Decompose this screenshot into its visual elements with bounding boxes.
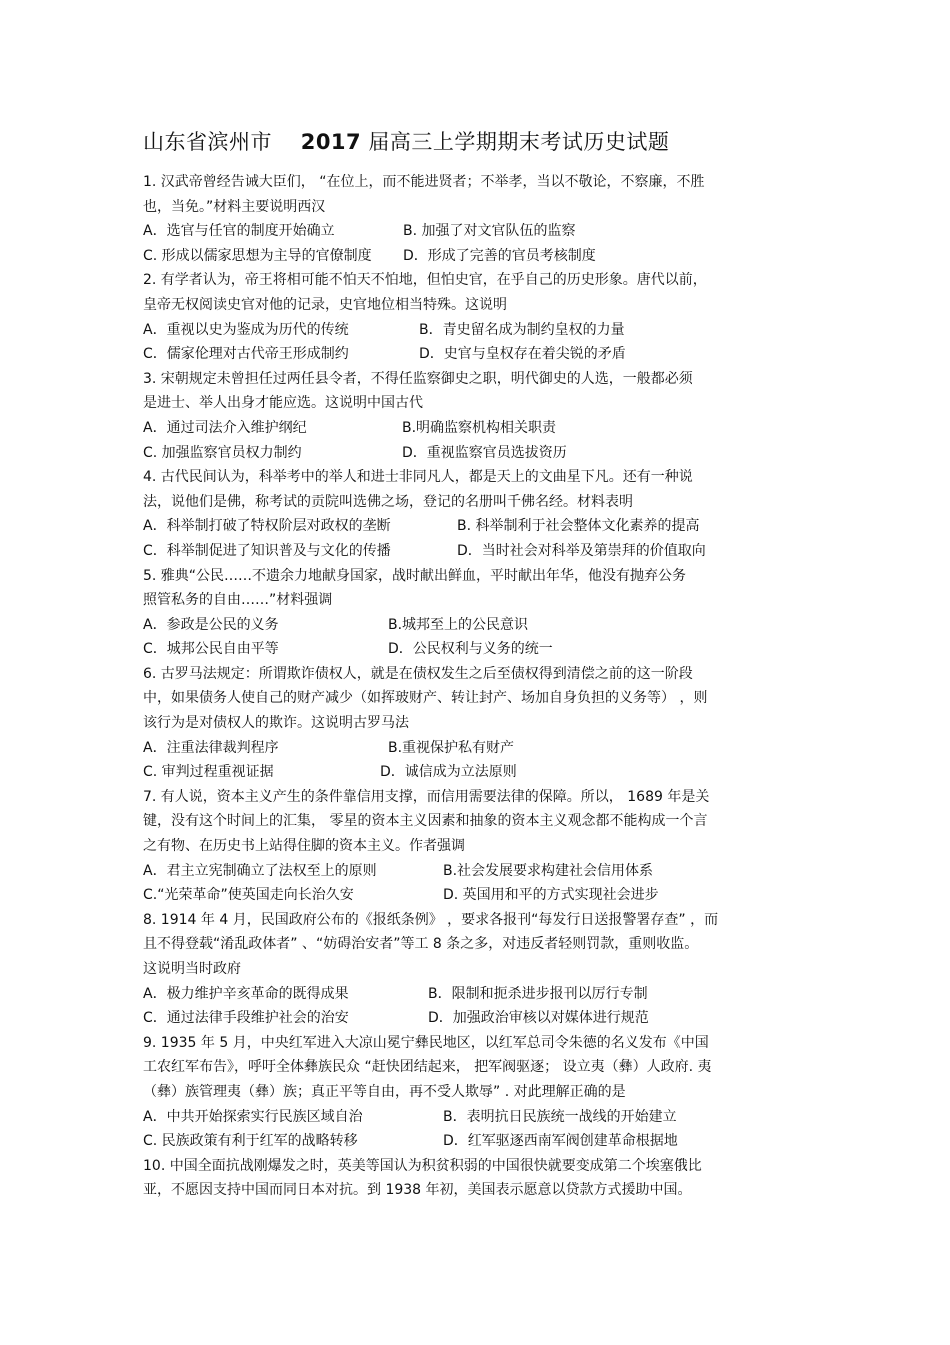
question-stem <box>143 1154 808 1203</box>
option-row <box>143 219 808 244</box>
question-stem-line: 中，如果债务人使自己的财产减少（如挥玻财产、转让封产、场加自身负担的义务等） ，则 <box>143 690 708 707</box>
question <box>143 268 808 366</box>
option-row <box>143 318 808 343</box>
question-stem <box>143 268 808 317</box>
question-stem-line: 这说明当时政府 <box>143 961 241 977</box>
title-region: 山东省滨州市 <box>143 130 272 154</box>
question-stem-line: 5. 雅典“公民……不遗余力地献身国家，战时献出鲜血，平时献出年华，他没有抛弃公务 <box>143 567 687 584</box>
question-stem-line: 6. 古罗马法规定：所谓欺诈债权人，就是在债权发生之后至债权得到清偿之前的这一阶段 <box>143 665 693 682</box>
option-row <box>143 1006 808 1031</box>
answer-option[interactable]: C. 民族政策有利于红军的战略转移 <box>143 1133 358 1150</box>
option-row <box>143 1129 808 1154</box>
option-row <box>143 441 808 466</box>
answer-option[interactable]: D．形成了完善的官员考核制度 <box>403 247 596 264</box>
question-stem <box>143 1031 808 1105</box>
answer-option[interactable]: D．重视监察官员选拔资历 <box>402 444 567 461</box>
option-row <box>143 982 808 1007</box>
option-row <box>143 539 808 564</box>
answer-option[interactable]: C．科举制促进了知识普及与文化的传播 <box>143 542 391 559</box>
answer-option[interactable]: A．极力维护辛亥革命的既得成果 <box>143 985 349 1002</box>
option-row <box>143 637 808 662</box>
title-text: 届高三上学期期末考试历史试题 <box>368 130 670 154</box>
question <box>143 465 808 563</box>
question-stem-line: 法，说他们是佛，称考试的贡院叫选佛之场，登记的名册叫千佛名经。材料表明 <box>143 493 633 510</box>
question <box>143 1154 808 1203</box>
answer-option[interactable]: D. 英国用和平的方式实现社会进步 <box>443 887 659 904</box>
answer-option[interactable]: B. 科举制利于社会整体文化素养的提高 <box>457 518 700 535</box>
answer-option[interactable]: C. 形成以儒家思想为主导的官僚制度 <box>143 247 372 264</box>
question-stem-line: 8. 1914 年 4 月，民国政府公布的《报纸条例》 ，要求各报刊“每发行日送报警署存查” ，而 <box>143 911 719 928</box>
question-stem <box>143 785 808 859</box>
answer-option[interactable]: A．参政是公民的义务 <box>143 616 279 633</box>
question-stem-line: 10. 中国全面抗战刚爆发之时，英美等国认为积贫积弱的中国很快就要变成第二个埃塞俄比 <box>143 1157 702 1174</box>
answer-option[interactable]: A．重视以史为鉴成为历代的传统 <box>143 321 349 338</box>
question-stem-line: 皇帝无权阅读史官对他的记录，史官地位相当特殊。这说明 <box>143 296 507 313</box>
title-year: 2017 <box>300 130 362 154</box>
answer-option[interactable]: B.社会发展要求构建社会信用体系 <box>443 862 654 879</box>
question-stem-line: 是进士、举人出身才能应选。这说明中国古代 <box>143 395 423 412</box>
question-stem-line: 亚，不愿因支持中国而同日本对抗。到 1938 年初，美国表示愿意以贷款方式援助中国。 <box>143 1182 692 1199</box>
question-stem-line: 键，没有这个时间上的汇集， 零星的资本主义因素和抽象的资本主义观念都不能构成一个言 <box>143 813 708 830</box>
question <box>143 170 808 268</box>
option-row <box>143 883 808 908</box>
answer-option[interactable]: B．青史留名成为制约皇权的力量 <box>419 321 625 338</box>
question <box>143 1031 808 1154</box>
option-row <box>143 416 808 441</box>
option-row <box>143 244 808 269</box>
question-stem <box>143 465 808 514</box>
answer-option[interactable]: C. 审判过程重视证据 <box>143 764 274 781</box>
question-stem-line: 该行为是对债权人的欺诈。这说明古罗马法 <box>143 715 409 732</box>
answer-option[interactable]: D．公民权利与义务的统一 <box>388 641 553 658</box>
question-stem-line: 3. 宋朝规定未曾担任过两任县令者，不得任监察御史之职，明代御史的人选，一般都必须 <box>143 370 693 387</box>
answer-option[interactable]: D．史官与皇权存在着尖锐的矛盾 <box>419 346 626 363</box>
option-row <box>143 613 808 638</box>
answer-option[interactable]: B.城邦至上的公民意识 <box>388 616 529 633</box>
question-stem-line: 1. 汉武帝曾经告诫大臣们， “在位上，而不能进贤者；不举孝，当以不敬论，不察廉，不胜 <box>143 174 705 190</box>
option-row <box>143 1105 808 1130</box>
question-stem <box>143 170 808 219</box>
option-row <box>143 736 808 761</box>
question <box>143 662 808 785</box>
answer-option[interactable]: C.“光荣革命”使英国走向长治久安 <box>143 887 354 904</box>
question-stem <box>143 662 808 736</box>
option-row <box>143 859 808 884</box>
option-row <box>143 760 808 785</box>
answer-option[interactable]: C. 加强监察官员权力制约 <box>143 444 302 461</box>
answer-option[interactable]: A．科举制打破了特权阶层对政权的垄断 <box>143 518 391 535</box>
option-row <box>143 342 808 367</box>
question-stem-line: 7. 有人说，资本主义产生的条件靠信用支撑，而信用需要法律的保障。所以， 1689 年是关 <box>143 788 710 805</box>
question-stem-line: 4. 古代民间认为，科举考中的举人和进士非同凡人，都是天上的文曲星下凡。还有一种说 <box>143 469 693 486</box>
answer-option[interactable]: B.明确监察机构相关职责 <box>402 419 557 436</box>
question <box>143 785 808 908</box>
question-stem-line: 9. 1935 年 5 月，中央红军进入大凉山冕宁彝民地区，以红军总司令朱德的名义发布《中国 <box>143 1034 709 1051</box>
answer-option[interactable]: A．君主立宪制确立了法权至上的原则 <box>143 862 377 879</box>
question-stem-line: 之有物、在历史书上站得住脚的资本主义。作者强调 <box>143 838 465 855</box>
answer-option[interactable]: B．限制和扼杀进步报刊以厉行专制 <box>428 985 648 1002</box>
question-stem <box>143 908 808 982</box>
question-stem-line: 照管私务的自由……”材料强调 <box>143 592 333 609</box>
answer-option[interactable]: D．加强政治审核以对媒体进行规范 <box>428 1010 649 1027</box>
answer-option[interactable]: D．红军驱逐西南军阀创建革命根据地 <box>443 1133 678 1150</box>
question-stem-line: 工农红军布告》，呼吁全体彝族民众 “赶快团结起来， 把军阀驱逐； 设立夷（彝）人政府. 夷 <box>143 1059 712 1076</box>
answer-option[interactable]: C．城邦公民自由平等 <box>143 641 279 658</box>
answer-option[interactable]: D．当时社会对科举及第崇拜的价值取向 <box>457 542 706 559</box>
answer-option[interactable]: C．儒家伦理对古代帝王形成制约 <box>143 346 349 363</box>
question-stem-line: （彝）族管理夷（彝）族；真正平等自由，再不受人欺辱” . 对此理解正确的是 <box>143 1083 626 1100</box>
answer-option[interactable]: B．表明抗日民族统一战线的开始建立 <box>443 1108 677 1125</box>
answer-option[interactable]: B. 加强了对文官队伍的监察 <box>403 223 576 240</box>
question-stem-line: 且不得登载“淆乱政体者” 、“妨碍治安者”等工 8 条之多，对违反者轻则罚款，重则收监。 <box>143 936 699 953</box>
answer-option[interactable]: C．通过法律手段维护社会的治安 <box>143 1010 349 1027</box>
option-row <box>143 514 808 539</box>
question-stem-line: 也，当免。”材料主要说明西汉 <box>143 198 326 215</box>
answer-option[interactable]: A．注重法律裁判程序 <box>143 739 279 756</box>
answer-option[interactable]: D．诚信成为立法原则 <box>380 764 517 781</box>
question-stem-line: 2. 有学者认为，帝王将相可能不怕天不怕地，但怕史官，在乎自己的历史形象。唐代以前， <box>143 272 707 289</box>
question-stem <box>143 367 808 416</box>
question <box>143 367 808 465</box>
question <box>143 564 808 662</box>
answer-option[interactable]: A．中共开始探索实行民族区域自治 <box>143 1108 363 1125</box>
question-stem <box>143 564 808 613</box>
question-list <box>143 170 808 1203</box>
answer-option[interactable]: B.重视保护私有财产 <box>388 739 515 756</box>
answer-option[interactable]: A．通过司法介入维护纲纪 <box>143 419 307 436</box>
question <box>143 908 808 1031</box>
answer-option[interactable]: A．选官与任官的制度开始确立 <box>143 223 335 240</box>
page-title <box>143 126 669 156</box>
